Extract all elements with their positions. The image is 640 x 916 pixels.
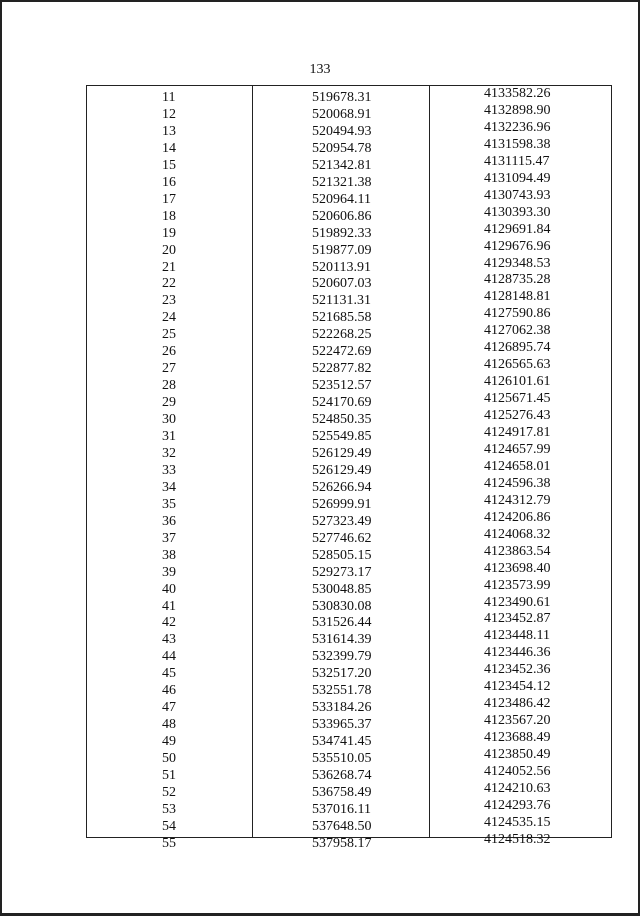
x-coordinate: 519892.33 [312,225,372,241]
point-number: 48 [162,717,176,733]
x-coordinate: 532517.20 [312,666,372,682]
y-coordinate: 4127062.38 [484,323,551,339]
x-coordinate: 526266.94 [312,479,372,495]
point-number: 34 [162,479,176,495]
point-number: 42 [162,615,176,631]
point-number: 43 [162,632,176,648]
point-number: 50 [162,751,176,767]
point-number: 47 [162,700,176,716]
point-number: 54 [162,818,176,834]
x-coordinate: 537648.50 [312,818,372,834]
y-coordinate: 4124068.32 [484,526,551,542]
x-coordinate: 520964.11 [312,191,371,207]
x-coordinate: 531526.44 [312,615,372,631]
y-coordinate: 4123452.36 [484,662,551,678]
y-coordinate: 4124210.63 [484,780,551,796]
point-number: 45 [162,666,176,682]
y-coordinate: 4123567.20 [484,713,551,729]
y-coordinate: 4130743.93 [484,187,551,203]
y-coordinate: 4123446.36 [484,645,551,661]
y-coordinate: 4123452.87 [484,611,551,627]
x-coordinate: 528505.15 [312,547,372,563]
point-number: 41 [162,598,176,614]
x-coordinate: 530830.08 [312,598,372,614]
y-coordinate: 4129348.53 [484,255,551,271]
y-coordinate: 4132898.90 [484,102,551,118]
y-coordinate: 4123698.40 [484,560,551,576]
y-coordinate: 4124293.76 [484,797,551,813]
point-number: 39 [162,564,176,580]
y-coordinate: 4123448.11 [484,628,550,644]
x-coordinate: 520954.78 [312,140,372,156]
point-number: 35 [162,496,176,512]
y-coordinate: 4129676.96 [484,238,551,254]
coordinate-table [86,85,612,851]
x-coordinate: 536758.49 [312,784,372,800]
x-coordinate: 522877.82 [312,361,372,377]
y-coordinate: 4123850.49 [484,747,551,763]
x-coordinate: 527746.62 [312,530,372,546]
x-coordinate: 527323.49 [312,513,372,529]
x-coordinate: 519678.31 [312,90,372,105]
point-number: 29 [162,395,176,411]
point-number: 44 [162,649,176,665]
point-number: 55 [162,835,176,851]
x-coordinate: 520494.93 [312,123,372,139]
y-coordinate: 4126895.74 [484,340,551,356]
point-number: 53 [162,801,176,817]
y-coordinate: 4124206.86 [484,509,551,525]
x-coordinate: 525549.85 [312,429,372,444]
x-coordinate: 532399.79 [312,649,372,665]
point-number: 46 [162,683,176,699]
x-coordinate: 524850.35 [312,412,372,428]
point-number: 51 [162,768,176,783]
x-coordinate: 537958.17 [312,835,372,851]
point-number: 33 [162,462,176,478]
y-coordinate: 4123863.54 [484,543,551,559]
y-coordinate: 4132236.96 [484,119,551,135]
x-coordinate: 521685.58 [312,310,372,326]
point-number: 15 [162,157,176,173]
y-coordinate: 4131094.49 [484,170,551,186]
table-row [87,831,613,852]
y-coordinate: 4129691.84 [484,221,551,237]
y-coordinate: 4126101.61 [484,374,551,390]
point-number: 22 [162,276,176,292]
y-coordinate: 4124917.81 [484,425,551,440]
point-number: 49 [162,734,176,750]
point-number: 25 [162,327,176,343]
y-coordinate: 4125671.45 [484,391,551,407]
x-coordinate: 520607.03 [312,276,372,292]
x-coordinate: 522268.25 [312,327,372,343]
point-number: 18 [162,208,176,224]
y-coordinate: 4123573.99 [484,577,551,593]
point-number: 27 [162,361,176,377]
x-coordinate: 531614.39 [312,632,372,648]
point-number: 24 [162,310,176,326]
x-coordinate: 529273.17 [312,564,372,580]
y-coordinate: 4123688.49 [484,730,551,746]
x-coordinate: 520068.91 [312,106,372,122]
x-coordinate: 536268.74 [312,768,372,783]
point-number: 28 [162,378,176,394]
point-number: 52 [162,784,176,800]
x-coordinate: 521321.38 [312,174,372,190]
y-coordinate: 4126565.63 [484,357,551,373]
x-coordinate: 526999.91 [312,496,372,512]
point-number: 14 [162,140,176,156]
x-coordinate: 521131.31 [312,293,371,309]
y-coordinate: 4123486.42 [484,696,551,712]
x-coordinate: 537016.11 [312,801,371,817]
point-number: 36 [162,513,176,529]
page-number: 133 [309,62,331,77]
x-coordinate: 526129.49 [312,445,372,461]
y-coordinate: 4127590.86 [484,306,551,322]
y-coordinate: 4124052.56 [484,764,551,779]
y-coordinate: 4128735.28 [484,272,551,288]
x-coordinate: 520113.91 [312,259,371,275]
x-coordinate: 523512.57 [312,378,372,394]
y-coordinate: 4125276.43 [484,408,551,424]
point-number: 12 [162,106,176,122]
x-coordinate: 526129.49 [312,462,372,478]
point-number: 19 [162,225,176,241]
y-coordinate: 4131598.38 [484,136,551,152]
point-number: 11 [162,90,176,105]
point-number: 31 [162,429,176,444]
x-coordinate: 521342.81 [312,157,372,173]
x-coordinate: 532551.78 [312,683,372,699]
x-coordinate: 534741.45 [312,734,372,750]
x-coordinate: 535510.05 [312,751,372,767]
point-number: 23 [162,293,176,309]
y-coordinate: 4124658.01 [484,458,551,474]
point-number: 16 [162,174,176,190]
y-coordinate: 4123454.12 [484,679,551,695]
x-coordinate: 519877.09 [312,242,372,258]
y-coordinate: 4133582.26 [484,86,551,101]
y-coordinate: 4128148.81 [484,289,551,305]
point-number: 13 [162,123,176,139]
point-number: 30 [162,412,176,428]
y-coordinate: 4124518.32 [484,831,551,847]
y-coordinate: 4124657.99 [484,441,551,457]
point-number: 17 [162,191,176,207]
point-number: 38 [162,547,176,563]
x-coordinate: 533965.37 [312,717,372,733]
y-coordinate: 4131115.47 [484,153,550,169]
y-coordinate: 4123490.61 [484,594,551,610]
y-coordinate: 4124596.38 [484,475,551,491]
point-number: 40 [162,581,176,597]
y-coordinate: 4124312.79 [484,492,551,508]
x-coordinate: 533184.26 [312,700,372,716]
point-number: 32 [162,445,176,461]
point-number: 21 [162,259,176,275]
x-coordinate: 530048.85 [312,581,372,597]
y-coordinate: 4124535.15 [484,814,551,830]
x-coordinate: 520606.86 [312,208,372,224]
point-number: 26 [162,344,176,360]
point-number: 37 [162,530,176,546]
y-coordinate: 4130393.30 [484,204,551,220]
x-coordinate: 524170.69 [312,395,372,411]
point-number: 20 [162,242,176,258]
x-coordinate: 522472.69 [312,344,372,360]
